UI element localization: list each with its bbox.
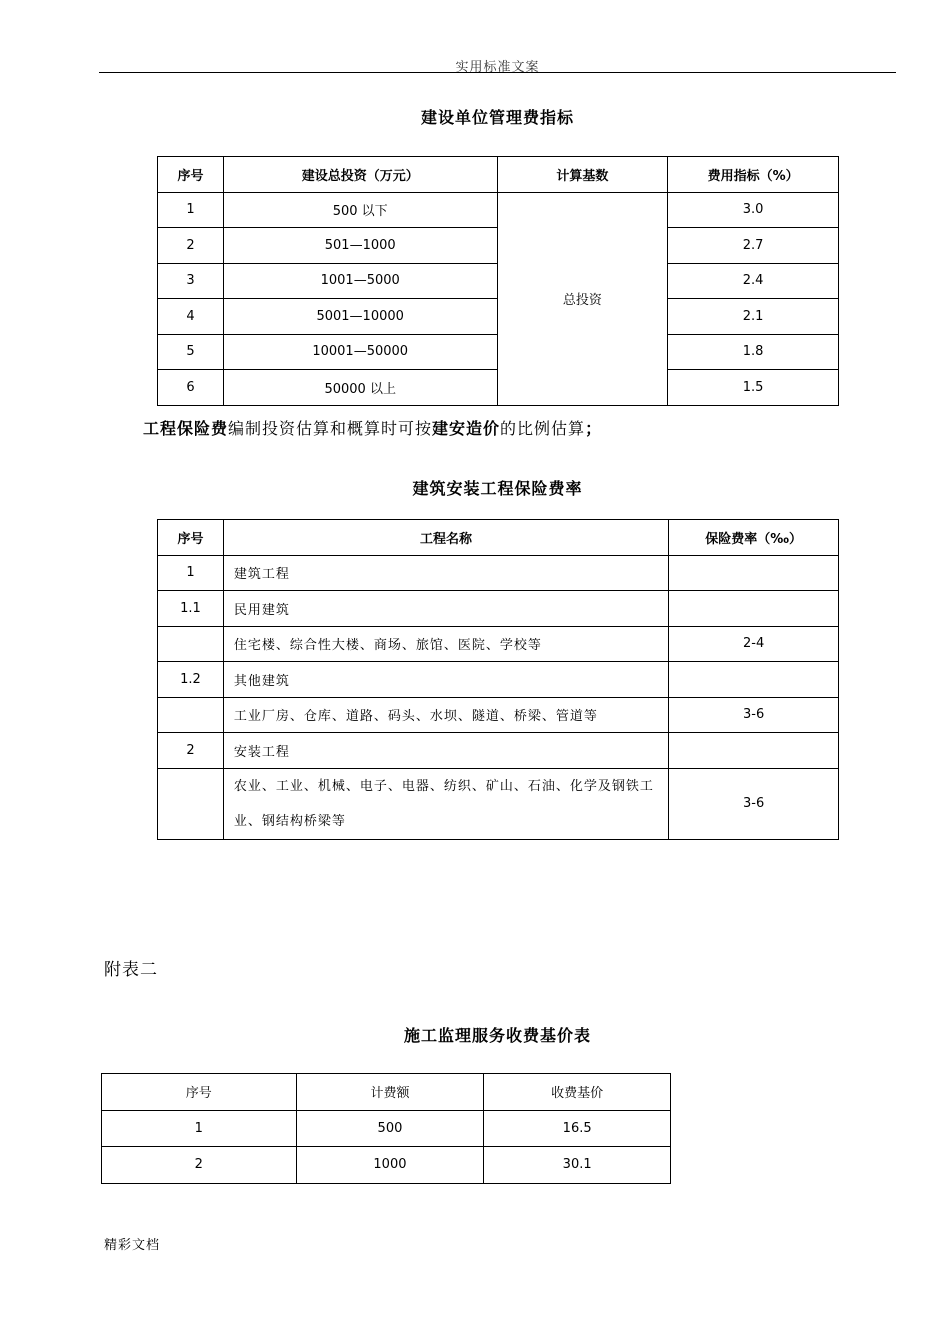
header-rule [99, 72, 896, 73]
table-row [158, 626, 839, 662]
fee-rate: 1.5 [668, 370, 839, 406]
header-cell: 计算基数 [497, 157, 668, 193]
table2-title: 建筑安装工程保险费率 [412, 479, 583, 498]
row-number: 5 [158, 334, 224, 370]
row-number: 2 [102, 1147, 297, 1184]
row-number: 1.1 [158, 591, 224, 627]
header-cell: 收费基价 [484, 1074, 671, 1111]
row-number: 4 [158, 299, 224, 335]
fee-rate: 3.0 [668, 192, 839, 228]
table-row [158, 697, 839, 733]
row-number: 2 [158, 228, 224, 264]
appendix-label: 附表二 [104, 960, 158, 980]
investment-range: 501—1000 [223, 228, 497, 264]
table-header-row [102, 1074, 671, 1111]
header-cell: 序号 [158, 157, 224, 193]
row-number: 2 [158, 733, 224, 769]
header-cell: 工程名称 [223, 520, 668, 556]
investment-range: 1001—5000 [223, 263, 497, 299]
header-cell: 序号 [158, 520, 224, 556]
fee-rate: 1.8 [668, 334, 839, 370]
row-number: 1 [158, 555, 224, 591]
table-row [102, 1110, 671, 1147]
fee-rate: 2.1 [668, 299, 839, 335]
page-header: 实用标准文案 [455, 60, 540, 75]
row-number: 1.2 [158, 662, 224, 698]
table3-title: 施工监理服务收费基价表 [403, 1026, 591, 1045]
header-cell: 序号 [102, 1074, 297, 1111]
table-row [158, 555, 839, 591]
header-cell: 保险费率（‰） [669, 520, 839, 556]
insurance-rate: 3-6 [669, 768, 839, 839]
insurance-paragraph [143, 416, 602, 439]
project-name: 民用建筑 [223, 591, 668, 627]
project-name: 安装工程 [223, 733, 668, 769]
header-cell: 建设总投资（万元） [223, 157, 497, 193]
table-row [158, 733, 839, 769]
management-fee-table [157, 156, 839, 406]
row-number: 1 [158, 192, 224, 228]
header-cell: 计费额 [296, 1074, 484, 1111]
investment-range: 500 以下 [223, 192, 497, 228]
insurance-rate-table [157, 519, 839, 840]
table-row [102, 1147, 671, 1184]
insurance-rate [669, 591, 839, 627]
bold-term: 建安造价 [432, 419, 501, 438]
table1-title: 建设单位管理费指标 [420, 108, 574, 127]
project-name: 其他建筑 [223, 662, 668, 698]
page-footer: 精彩文档 [104, 1238, 161, 1253]
row-number [158, 626, 224, 662]
table-row [158, 192, 839, 228]
fee-rate: 2.4 [668, 263, 839, 299]
table-row [158, 591, 839, 627]
table-row [158, 662, 839, 698]
project-name: 农业、工业、机械、电子、电器、纺织、矿山、石油、化学及钢铁工业、钢结构桥梁等 [223, 768, 668, 839]
fee-amount: 1000 [296, 1147, 484, 1184]
paragraph-end: ； [585, 419, 603, 438]
fee-rate: 2.7 [668, 228, 839, 264]
insurance-rate [669, 555, 839, 591]
bold-term: 工程保险费 [143, 419, 229, 438]
paragraph-text: 的比例估算 [500, 419, 586, 438]
row-number [158, 697, 224, 733]
row-number [158, 768, 224, 839]
fee-amount: 500 [296, 1110, 484, 1147]
base-price: 30.1 [484, 1147, 671, 1184]
project-name: 建筑工程 [223, 555, 668, 591]
insurance-rate: 3-6 [669, 697, 839, 733]
row-number: 3 [158, 263, 224, 299]
calculation-base: 总投资 [497, 192, 668, 405]
table-header-row [158, 157, 839, 193]
investment-range: 5001—10000 [223, 299, 497, 335]
table-row [158, 768, 839, 839]
project-name: 工业厂房、仓库、道路、码头、水坝、隧道、桥梁、管道等 [223, 697, 668, 733]
header-cell: 费用指标（%） [668, 157, 839, 193]
row-number: 1 [102, 1110, 297, 1147]
row-number: 6 [158, 370, 224, 406]
investment-range: 50000 以上 [223, 370, 497, 406]
investment-range: 10001—50000 [223, 334, 497, 370]
insurance-rate [669, 662, 839, 698]
project-name: 住宅楼、综合性大楼、商场、旅馆、医院、学校等 [223, 626, 668, 662]
insurance-rate [669, 733, 839, 769]
supervision-fee-table [101, 1073, 671, 1184]
insurance-rate: 2-4 [669, 626, 839, 662]
paragraph-text: 编制投资估算和概算时可按 [228, 419, 433, 438]
base-price: 16.5 [484, 1110, 671, 1147]
table-header-row [158, 520, 839, 556]
